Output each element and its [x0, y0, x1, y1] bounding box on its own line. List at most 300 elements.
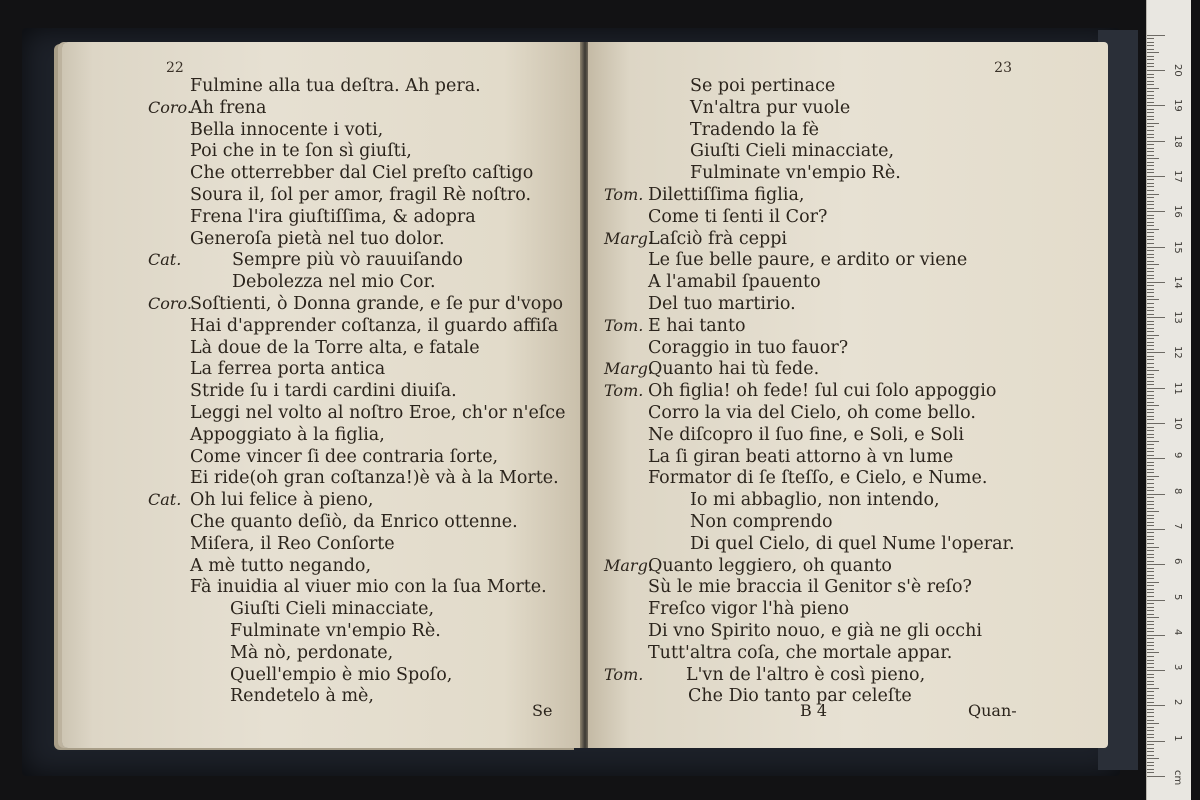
ruler-tick [1147, 155, 1154, 156]
ruler-tick [1147, 547, 1159, 548]
verse-line: Fulminate vn'empio Rè. [690, 163, 901, 184]
ruler-tick [1147, 165, 1154, 166]
ruler-tick [1147, 183, 1154, 184]
verse-line: Rendetelo à mè, [230, 686, 374, 707]
right-page [588, 42, 1108, 748]
ruler-tick [1147, 211, 1165, 212]
ruler-tick [1147, 430, 1154, 431]
ruler-tick [1147, 289, 1154, 290]
ruler-tick [1147, 391, 1154, 392]
ruler-tick [1147, 84, 1154, 85]
verse-line: Hai d'apprender coſtanza, il guardo affiſa [190, 315, 559, 336]
verse-line: Oh lui felice à pieno, [190, 490, 374, 511]
verse-line: Sempre più vò rauuiſando [232, 250, 463, 271]
ruler-tick [1147, 367, 1154, 368]
verse-line: Ne diſcopro il ſuo fine, e Soli, e Soli [648, 424, 964, 445]
ruler-tick [1147, 441, 1159, 442]
ruler-tick [1147, 38, 1154, 39]
ruler-tick [1147, 236, 1154, 237]
measuring-ruler [1146, 0, 1191, 800]
ruler-tick [1147, 751, 1154, 752]
ruler-tick [1147, 126, 1154, 127]
ruler-tick [1147, 130, 1154, 131]
ruler-tick [1147, 74, 1154, 75]
ruler-tick [1147, 172, 1154, 173]
ruler-tick [1147, 335, 1159, 336]
ruler-tick [1147, 536, 1154, 537]
ruler-label: 15 [1172, 240, 1183, 254]
ruler-tick [1147, 709, 1154, 710]
verse-line: Mà nò, perdonate, [230, 642, 394, 663]
ruler-tick [1147, 765, 1154, 766]
ruler-tick [1147, 201, 1154, 202]
ruler-tick [1147, 631, 1154, 632]
ruler-tick [1147, 645, 1154, 646]
verse-line: Soſtienti, ò Donna grande, e ſe pur d'vopo [190, 294, 564, 314]
ruler-tick [1147, 487, 1154, 488]
ruler-tick [1147, 423, 1165, 424]
ruler-tick [1147, 194, 1159, 195]
ruler-tick [1147, 70, 1165, 71]
speaker-label: Coro. [148, 294, 192, 313]
verse-line: Fulminate vn'empio Rè. [230, 621, 441, 641]
ruler-tick [1147, 310, 1154, 311]
ruler-tick [1147, 419, 1154, 420]
ruler-tick [1147, 204, 1154, 205]
speaker-label: Tom. [604, 664, 644, 684]
ruler-tick [1147, 225, 1154, 226]
verse-line: Non comprendo [690, 512, 833, 532]
ruler-tick [1147, 458, 1165, 459]
ruler-label: 9 [1172, 452, 1183, 459]
ruler-tick [1147, 585, 1154, 586]
speaker-label: Cat. [148, 490, 182, 510]
verse-line: A mè tutto negando, [190, 555, 372, 576]
ruler-tick [1147, 359, 1154, 360]
ruler-tick [1147, 416, 1154, 417]
ruler-tick [1147, 667, 1154, 668]
page-number-left: 22 [166, 60, 184, 76]
ruler-tick [1147, 600, 1165, 601]
ruler-tick [1147, 660, 1154, 661]
ruler-tick [1147, 342, 1154, 343]
ruler-tick [1147, 557, 1154, 558]
ruler-tick [1147, 264, 1159, 265]
ruler-tick [1147, 222, 1154, 223]
ruler-tick [1147, 621, 1154, 622]
speaker-label: Marg. [604, 228, 653, 248]
ruler-tick [1147, 218, 1154, 219]
ruler-tick [1147, 384, 1154, 385]
ruler-tick [1147, 66, 1154, 67]
ruler-tick [1147, 95, 1154, 96]
ruler-tick [1147, 63, 1154, 64]
ruler-tick [1147, 363, 1154, 364]
ruler-tick [1147, 349, 1154, 350]
ruler-label: 18 [1172, 134, 1183, 148]
ruler-tick [1147, 123, 1159, 124]
ruler-tick [1147, 215, 1154, 216]
ruler-tick [1147, 42, 1154, 43]
ruler-tick [1147, 469, 1154, 470]
verse-line: L'vn de l'altro è così pieno, [686, 664, 926, 685]
ruler-label: 4 [1172, 628, 1183, 636]
ruler-label: 1 [1172, 734, 1183, 742]
ruler-tick [1147, 582, 1159, 583]
ruler-label: 10 [1172, 417, 1183, 430]
ruler-tick [1147, 321, 1154, 322]
ruler-tick [1147, 328, 1154, 329]
ruler-tick [1147, 81, 1154, 82]
ruler-tick [1147, 52, 1159, 53]
ruler-tick [1147, 102, 1154, 103]
verse-line: Tradendo la fè [690, 119, 820, 140]
ruler-tick [1147, 409, 1154, 410]
catchword-left: Se [532, 701, 553, 720]
ruler-tick [1147, 575, 1154, 576]
ruler-tick [1147, 427, 1154, 428]
ruler-tick [1147, 529, 1165, 530]
ruler-tick [1147, 776, 1165, 777]
ruler-tick [1147, 437, 1154, 438]
ruler-tick [1147, 642, 1154, 643]
ruler-tick [1147, 77, 1154, 78]
ruler-tick [1147, 663, 1154, 664]
ruler-tick [1147, 88, 1159, 89]
ruler-tick [1147, 91, 1154, 92]
verse-line: Come ti ſenti il Cor? [648, 206, 828, 227]
ruler-tick [1147, 677, 1154, 678]
verse-line: Le ſue belle paure, e ardito or viene [648, 250, 968, 271]
verse-line: Soura il, ſol per amor, fragil Rè noſtro. [190, 185, 532, 205]
ruler-tick [1147, 405, 1159, 406]
verse-line: Là doue de la Torre alta, e fatale [190, 337, 480, 358]
ruler-tick [1147, 769, 1154, 770]
verse-line: Corro la via del Cielo, oh come bello. [648, 403, 976, 423]
ruler-tick [1147, 748, 1154, 749]
ruler-tick [1147, 702, 1154, 703]
ruler-tick [1147, 603, 1154, 604]
verse-line: Che quanto deſiò, da Enrico ottenne. [190, 512, 518, 532]
ruler-label: 16 [1172, 205, 1183, 218]
ruler-tick [1147, 398, 1154, 399]
ruler-tick [1147, 564, 1165, 565]
ruler-tick [1147, 772, 1154, 773]
ruler-tick [1147, 720, 1154, 721]
ruler-tick [1147, 511, 1159, 512]
ruler-tick [1147, 494, 1165, 495]
ruler-tick [1147, 271, 1154, 272]
speaker-label: Tom. [604, 315, 644, 335]
ruler-label: 7 [1172, 522, 1183, 530]
verse-line: Quanto leggiero, oh quanto [648, 555, 892, 576]
ruler-tick [1147, 628, 1154, 629]
ruler-tick [1147, 186, 1154, 187]
ruler-tick [1147, 744, 1154, 745]
verse-line: A l'amabil ſpauento [648, 272, 821, 293]
ruler-tick [1147, 525, 1154, 526]
verse-line: Vn'altra pur vuole [690, 97, 851, 118]
ruler-tick [1147, 652, 1159, 653]
speaker-label: Marg. [604, 555, 653, 575]
ruler-tick [1147, 518, 1154, 519]
ruler-tick [1147, 243, 1154, 244]
ruler-tick [1147, 352, 1165, 353]
speaker-label: Coro. [148, 97, 192, 117]
ruler-tick [1147, 144, 1154, 145]
verse-line: La ſi giran beati attorno à vn lume [648, 446, 954, 467]
ruler-tick [1147, 285, 1154, 286]
ruler-tick [1147, 698, 1154, 699]
ruler-label: 3 [1172, 664, 1183, 671]
ruler-tick [1147, 737, 1154, 738]
verse-line: Del tuo martirio. [648, 294, 796, 314]
ruler-tick [1147, 381, 1154, 382]
ruler-tick [1147, 762, 1154, 763]
verse-line: Appoggiato à la figlia, [190, 424, 385, 445]
left-page [62, 42, 582, 748]
ruler-label: 14 [1172, 275, 1183, 289]
speaker-label: Marg. [604, 359, 653, 379]
ruler-tick [1147, 250, 1154, 251]
verse-line: Bella innocente i voti, [190, 119, 384, 140]
ruler-tick [1147, 539, 1154, 540]
ruler-tick [1147, 596, 1154, 597]
ruler-tick [1147, 758, 1159, 759]
ruler-tick [1147, 705, 1165, 706]
ruler-tick [1147, 176, 1165, 177]
ruler-tick [1147, 141, 1165, 142]
ruler-tick [1147, 554, 1154, 555]
verse-line: Sù le mie braccia il Genitor s'è reſo? [648, 577, 972, 598]
ruler-tick [1147, 638, 1154, 639]
ruler-tick [1147, 444, 1154, 445]
ruler-tick [1147, 275, 1154, 276]
ruler-tick [1147, 592, 1154, 593]
verse-line: E hai tanto [648, 315, 746, 336]
verse-line: Oh figlia! oh fede! ſul cui ſolo appoggio [648, 381, 997, 402]
verse-line: Quanto hai tù fede. [648, 359, 820, 380]
ruler-tick [1147, 462, 1154, 463]
ruler-tick [1147, 162, 1154, 163]
ruler-tick [1147, 247, 1165, 248]
verse-line: Coraggio in tuo fauor? [648, 337, 849, 358]
ruler-tick [1147, 148, 1154, 149]
ruler-tick [1147, 296, 1154, 297]
verse-line: Se poi pertinace [690, 76, 836, 96]
ruler-tick [1147, 730, 1154, 731]
ruler-tick [1147, 610, 1154, 611]
ruler-tick [1147, 307, 1154, 308]
ruler-tick [1147, 229, 1159, 230]
verse-line: Che Dio tanto par celeſte [688, 686, 912, 707]
ruler-tick [1147, 278, 1154, 279]
page-number-right: 23 [994, 60, 1012, 76]
ruler-tick [1147, 345, 1154, 346]
ruler-tick [1147, 497, 1154, 498]
verse-line: Fà inuidia al viuer mio con la ſua Morte. [190, 577, 547, 598]
verse-line: La ferrea porta antica [190, 359, 386, 380]
ruler-tick [1147, 116, 1154, 117]
ruler-label: 17 [1172, 169, 1183, 183]
ruler-tick [1147, 624, 1154, 625]
ruler-label: 11 [1172, 381, 1183, 395]
ruler-tick [1147, 317, 1165, 318]
verse-line: Ah frena [190, 97, 267, 118]
ruler-tick [1147, 303, 1154, 304]
ruler-tick [1147, 169, 1154, 170]
verse-line: Ei ride(oh gran coſtanza!)è và à la Morte. [190, 468, 559, 489]
ruler-tick [1147, 508, 1154, 509]
verse-line: Leggi nel volto al noſtro Eroe, ch'or n'eſce [190, 403, 566, 423]
ruler-tick [1147, 691, 1154, 692]
ruler-tick [1147, 45, 1154, 46]
verse-line: Quell'empio è mio Spoſo, [230, 664, 453, 685]
ruler-tick [1147, 727, 1154, 728]
ruler-tick [1147, 635, 1165, 636]
verse-line: Giuſti Cieli minacciate, [230, 599, 435, 620]
ruler-label: 2 [1172, 699, 1183, 706]
ruler-tick [1147, 755, 1154, 756]
ruler-tick [1147, 35, 1165, 36]
ruler-tick [1147, 314, 1154, 315]
verse-line: Debolezza nel mio Cor. [232, 272, 436, 293]
verse-line: Tutt'altra coſa, che mortale appar. [648, 642, 953, 663]
ruler-tick [1147, 109, 1154, 110]
ruler-tick [1147, 158, 1159, 159]
ruler-tick [1147, 137, 1154, 138]
ruler-tick [1147, 254, 1154, 255]
verse-line: Formator di ſe ſteſſo, e Cielo, e Nume. [648, 468, 988, 489]
ruler-tick [1147, 370, 1159, 371]
ruler-tick [1147, 134, 1154, 135]
ruler-tick [1147, 282, 1165, 283]
ruler-tick [1147, 56, 1154, 57]
ruler-tick [1147, 479, 1154, 480]
ruler-tick [1147, 734, 1154, 735]
ruler-tick [1147, 119, 1154, 120]
verse-line: Stride ſu i tardi cardini diuiſa. [190, 381, 457, 402]
ruler-tick [1147, 712, 1154, 713]
ruler-tick [1147, 571, 1154, 572]
ruler-tick [1147, 607, 1154, 608]
ruler-tick [1147, 532, 1154, 533]
ruler-tick [1147, 716, 1154, 717]
ruler-tick [1147, 388, 1165, 389]
ruler-tick [1147, 448, 1154, 449]
verse-line: Io mi abbaglio, non intendo, [690, 490, 940, 511]
ruler-tick [1147, 568, 1154, 569]
ruler-label: 6 [1172, 558, 1183, 565]
ruler-tick [1147, 695, 1154, 696]
verse-line: Poi che in te ſon sì giuſti, [190, 141, 412, 162]
ruler-tick [1147, 402, 1154, 403]
ruler-tick [1147, 356, 1154, 357]
ruler-tick [1147, 292, 1154, 293]
ruler-label: 19 [1172, 99, 1183, 113]
ruler-tick [1147, 476, 1159, 477]
ruler-tick [1147, 299, 1159, 300]
ruler-tick [1147, 681, 1154, 682]
signature-mark: B 4 [800, 701, 828, 720]
ruler-tick [1147, 98, 1154, 99]
ruler-tick [1147, 151, 1154, 152]
ruler-tick [1147, 59, 1154, 60]
ruler-tick [1147, 741, 1165, 742]
ruler-tick [1147, 374, 1154, 375]
ruler-tick [1147, 550, 1154, 551]
ruler-tick [1147, 395, 1154, 396]
ruler-tick [1147, 338, 1154, 339]
ruler-tick [1147, 331, 1154, 332]
ruler-tick [1147, 239, 1154, 240]
ruler-tick [1147, 688, 1159, 689]
speaker-label: Cat. [148, 250, 182, 270]
verse-line: Miſera, il Reo Conſorte [190, 533, 395, 554]
ruler-tick [1147, 465, 1154, 466]
ruler-tick [1147, 501, 1154, 502]
verse-line: Generoſa pietà nel tuo dolor. [190, 228, 445, 249]
ruler-tick [1147, 589, 1154, 590]
ruler-tick [1147, 261, 1154, 262]
ruler-tick [1147, 179, 1154, 180]
verse-line: Freſco vigor l'hà pieno [648, 599, 850, 620]
catchword-right: Quan- [968, 701, 1017, 720]
ruler-tick [1147, 670, 1165, 671]
ruler-tick [1147, 451, 1154, 452]
ruler-tick [1147, 49, 1154, 50]
ruler-tick [1147, 434, 1154, 435]
ruler-label: 13 [1172, 311, 1183, 324]
ruler-tick [1147, 472, 1154, 473]
ruler-tick [1147, 515, 1154, 516]
verse-line: Come vincer ſi dee contraria ſorte, [190, 446, 499, 467]
ruler-tick [1147, 684, 1154, 685]
ruler-tick [1147, 112, 1154, 113]
ruler-tick [1147, 324, 1154, 325]
ruler-tick [1147, 257, 1154, 258]
ruler-tick [1147, 232, 1154, 233]
ruler-label: 20 [1172, 64, 1183, 77]
verse-line: Dilettiſſima figlia, [648, 185, 805, 205]
ruler-tick [1147, 617, 1159, 618]
ruler-tick [1147, 723, 1159, 724]
verse-line: Di vno Spirito nouo, e già ne gli occhi [648, 621, 982, 641]
ruler-tick [1147, 504, 1154, 505]
ruler-tick [1147, 656, 1154, 657]
ruler-tick [1147, 614, 1154, 615]
ruler-tick [1147, 105, 1165, 106]
ruler-tick [1147, 190, 1154, 191]
ruler-tick [1147, 268, 1154, 269]
speaker-label: Tom. [604, 185, 644, 204]
verse-line: Laſciò frà ceppi [648, 228, 788, 249]
ruler-tick [1147, 543, 1154, 544]
ruler-tick [1147, 208, 1154, 209]
ruler-tick [1147, 197, 1154, 198]
ruler-tick [1147, 377, 1154, 378]
ruler-tick [1147, 483, 1154, 484]
verse-line: Che otterrebber dal Ciel preſto caſtigo [190, 163, 534, 184]
ruler-tick [1147, 455, 1154, 456]
speaker-label: Tom. [604, 381, 644, 401]
ruler-tick [1147, 522, 1154, 523]
ruler-label: 12 [1172, 346, 1183, 360]
ruler-label: 5 [1172, 593, 1183, 600]
ruler-tick [1147, 578, 1154, 579]
verse-line: Giuſti Cieli minacciate, [690, 141, 895, 162]
ruler-tick [1147, 649, 1154, 650]
